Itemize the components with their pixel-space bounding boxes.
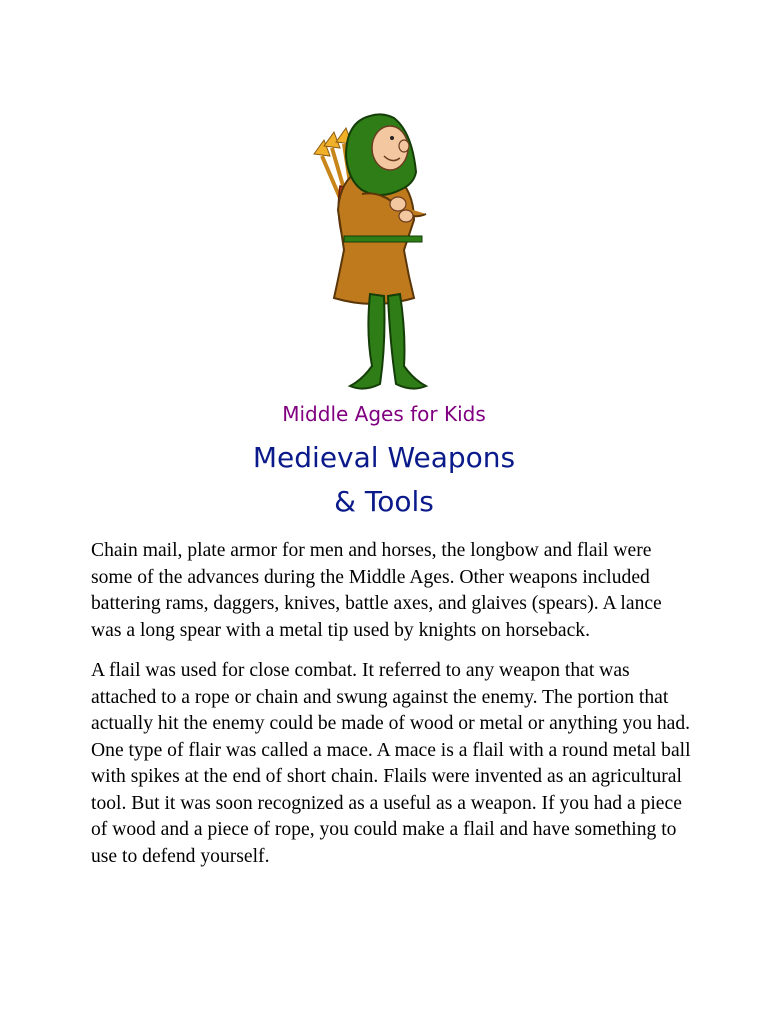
medieval-archer-illustration	[300, 108, 470, 400]
site-subtitle: Middle Ages for Kids	[282, 402, 486, 426]
page-title-line-2: & Tools	[334, 485, 434, 518]
page-title-line-1: Medieval Weapons	[252, 441, 516, 474]
paragraph: A flail was used for close combat. It referred to any weapon that was attached to a rope or chain and swung against the enemy. The portion that actually hit the enemy could be made of wood or metal or anything you had. One type of flair was called a mace. A mace is a flail with a round metal ball with spikes at the end of short chain. Flails were invented as an agricultural tool. But it was soon recognized as a useful as a weapon. If you had a piece of wood and a piece of rope, you could make a flail and have something to use to defend yourself.	[91, 660, 691, 867]
paragraph: Chain mail, plate armor for men and horses, the longbow and flail were some of the advances during the Middle Ages. Other weapons included battering rams, daggers, knives, battle axes, and glaives (spears). A lance was a long spear with a metal tip used by knights on horseback.	[91, 540, 662, 641]
article-body	[91, 538, 691, 884]
page-title	[0, 436, 768, 524]
